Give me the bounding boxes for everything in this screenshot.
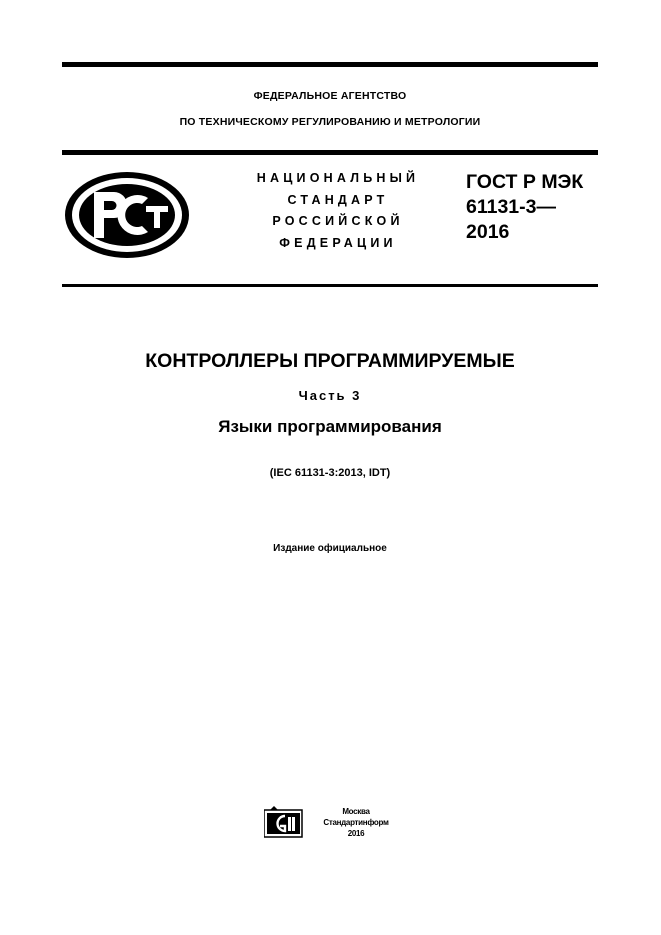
publisher-city: Москва (342, 807, 370, 816)
standard-designation (466, 170, 583, 245)
national-standard-label (238, 168, 438, 254)
agency-line-1: ФЕДЕРАЛЬНОЕ АГЕНТСТВО (253, 90, 407, 102)
national-line-1: НАЦИОНАЛЬНЫЙ (256, 171, 420, 185)
national-line-3: РОССИЙСКОЙ (272, 214, 404, 228)
standartinform-logo-icon (264, 806, 304, 838)
publisher-name: Стандартинформ (323, 818, 389, 827)
national-line-4: ФЕДЕРАЦИИ (279, 235, 397, 250)
document-part: Часть 3 (298, 388, 362, 403)
designation-line-1: ГОСТ Р МЭК (466, 171, 584, 193)
publisher-year: 2016 (347, 829, 365, 838)
top-rule (62, 62, 598, 67)
edition-label: Издание официальное (273, 543, 387, 554)
standard-block-bottom-rule (62, 284, 598, 287)
agency-line-2: ПО ТЕХНИЧЕСКОМУ РЕГУЛИРОВАНИЮ И МЕТРОЛОГИИ (179, 116, 481, 128)
iec-reference: (IEC 61131-3:2013, IDT) (269, 467, 391, 479)
designation-line-3: 2016 (466, 221, 510, 243)
document-title: КОНТРОЛЛЕРЫ ПРОГРАММИРУЕМЫЕ (145, 350, 515, 372)
standard-block-top-rule (62, 150, 598, 155)
national-line-2: СТАНДАРТ (287, 192, 389, 207)
designation-line-2: 61131-3— (466, 196, 556, 218)
document-subtitle: Языки программирования (218, 417, 442, 436)
publisher-block (310, 806, 402, 839)
rst-certification-logo-icon (62, 170, 192, 260)
